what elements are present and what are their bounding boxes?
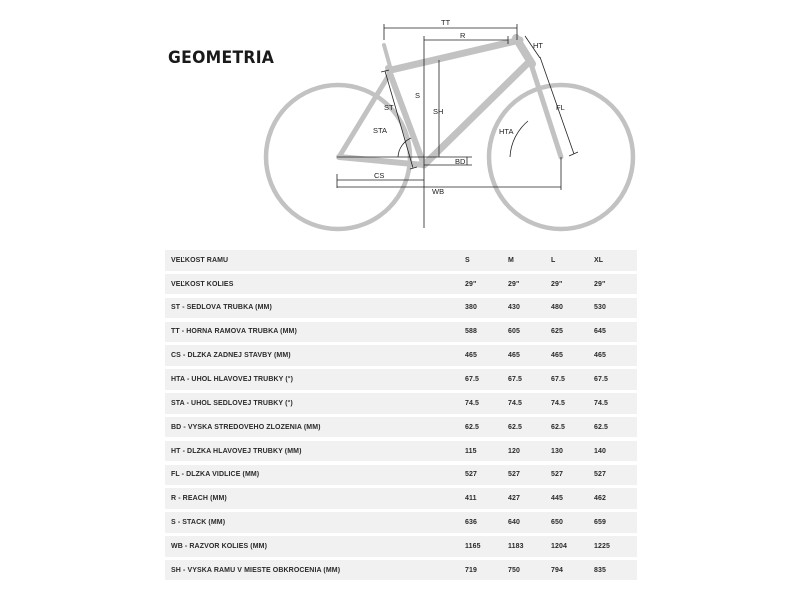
cell-size-s: 719 (465, 566, 477, 574)
cell-size-s: 29" (465, 280, 477, 288)
cell-size-s: 380 (465, 304, 477, 312)
label-cs: CS (374, 171, 385, 180)
label-fl: FL (556, 103, 565, 112)
row-label: CS - DĹŽKA ZADNEJ STAVBY (MM) (171, 352, 291, 360)
table-row (165, 441, 637, 462)
cell-size-xl: 62.5 (594, 423, 609, 431)
cell-size-l: 527 (551, 471, 563, 479)
table-row (165, 322, 637, 343)
cell-size-xl: 67.5 (594, 375, 609, 383)
header-size-s: S (465, 256, 470, 264)
row-label: SH - VÝŠKA RÁMU V MIESTE OBKROČENIA (MM) (171, 566, 341, 574)
cell-size-l: 62.5 (551, 423, 566, 431)
cell-size-xl: 645 (594, 328, 606, 336)
label-hta: HTA (499, 127, 514, 136)
cell-size-m: 74.5 (508, 399, 523, 407)
label-sh: SH (433, 107, 444, 116)
cell-size-l: 650 (551, 519, 563, 527)
cell-size-s: 527 (465, 471, 477, 479)
cell-size-s: 1165 (465, 542, 481, 550)
cell-size-s: 588 (465, 328, 477, 336)
table-row (165, 536, 637, 557)
page-title: GEOMETRIA (168, 48, 275, 68)
table-row (165, 512, 637, 533)
geometry-table (165, 250, 637, 584)
row-label: HTA - UHOL HLAVOVEJ TRUBKY (°) (171, 375, 294, 383)
cell-size-xl: 462 (594, 495, 606, 503)
header-size-xl: XL (594, 256, 604, 264)
cell-size-xl: 140 (594, 447, 606, 455)
table-row (165, 274, 637, 295)
table-row (165, 393, 637, 414)
cell-size-m: 67.5 (508, 375, 523, 383)
row-label: ST - SEDLOVÁ TRUBKA (MM) (171, 304, 272, 312)
bike-frame (339, 38, 561, 165)
cell-size-s: 62.5 (465, 423, 480, 431)
cell-size-s: 636 (465, 519, 477, 527)
cell-size-l: 130 (551, 447, 563, 455)
table-row (165, 465, 637, 486)
cell-size-m: 465 (508, 352, 520, 360)
table-row (165, 417, 637, 438)
row-label: S - STACK (MM) (171, 519, 226, 527)
cell-size-m: 430 (508, 304, 520, 312)
cell-size-s: 465 (465, 352, 477, 360)
row-label: TT - HORNÁ RÁMOVÁ TRUBKA (MM) (171, 328, 297, 336)
table-row (165, 488, 637, 509)
label-st: ST (384, 103, 394, 112)
cell-size-xl: 29" (594, 280, 606, 288)
label-wb: WB (432, 187, 445, 196)
cell-size-xl: 74.5 (594, 399, 609, 407)
cell-size-m: 605 (508, 328, 520, 336)
cell-size-m: 427 (508, 495, 520, 503)
header-size-m: M (508, 256, 514, 264)
cell-size-s: 411 (465, 495, 477, 503)
cell-size-l: 67.5 (551, 375, 566, 383)
cell-size-l: 29" (551, 280, 563, 288)
row-label: STA - UHOL SEDLOVEJ TRUBKY (°) (171, 399, 293, 407)
cell-size-m: 1183 (508, 542, 524, 550)
table-row (165, 369, 637, 390)
label-tt: TT (441, 18, 451, 27)
cell-size-l: 74.5 (551, 399, 566, 407)
label-ht: HT (533, 41, 543, 50)
header-label: VEĽKOSŤ RÁMU (171, 256, 229, 264)
cell-size-m: 29" (508, 280, 520, 288)
table-row (165, 298, 637, 319)
cell-size-m: 527 (508, 471, 520, 479)
cell-size-l: 1204 (551, 542, 567, 550)
cell-size-s: 74.5 (465, 399, 480, 407)
cell-size-xl: 527 (594, 471, 606, 479)
header-size-l: L (551, 256, 556, 264)
cell-size-s: 67.5 (465, 375, 480, 383)
bike-geometry-diagram (250, 10, 650, 240)
label-bd: BD (455, 157, 466, 166)
table-row (165, 345, 637, 366)
cell-size-l: 625 (551, 328, 563, 336)
cell-size-l: 480 (551, 304, 563, 312)
table-header-row (165, 250, 637, 271)
row-label: R - REACH (MM) (171, 495, 227, 503)
row-label: HT - DĹŽKA HLAVOVEJ TRUBKY (MM) (171, 447, 302, 455)
label-sta: STA (373, 126, 388, 135)
cell-size-l: 445 (551, 495, 563, 503)
cell-size-xl: 1225 (594, 542, 610, 550)
cell-size-m: 640 (508, 519, 520, 527)
cell-size-l: 465 (551, 352, 563, 360)
label-r: R (460, 31, 466, 40)
cell-size-l: 794 (551, 566, 563, 574)
cell-size-m: 120 (508, 447, 520, 455)
row-label: WB - RÁZVOR KOLIES (MM) (171, 542, 268, 550)
row-label: BD - VÝŠKA STREDOVÉHO ZLOŽENIA (MM) (171, 423, 321, 431)
cell-size-s: 115 (465, 447, 477, 455)
cell-size-xl: 530 (594, 304, 606, 312)
table-row (165, 560, 637, 581)
label-s: S (415, 91, 421, 100)
cell-size-xl: 835 (594, 566, 606, 574)
row-label: VEĽKOSŤ KOLIES (171, 280, 234, 288)
cell-size-m: 62.5 (508, 423, 523, 431)
cell-size-xl: 465 (594, 352, 606, 360)
table-body (165, 274, 637, 581)
row-label: FL - DĹŽKA VIDLICE (MM) (171, 471, 260, 479)
cell-size-m: 750 (508, 566, 520, 574)
cell-size-xl: 659 (594, 519, 606, 527)
